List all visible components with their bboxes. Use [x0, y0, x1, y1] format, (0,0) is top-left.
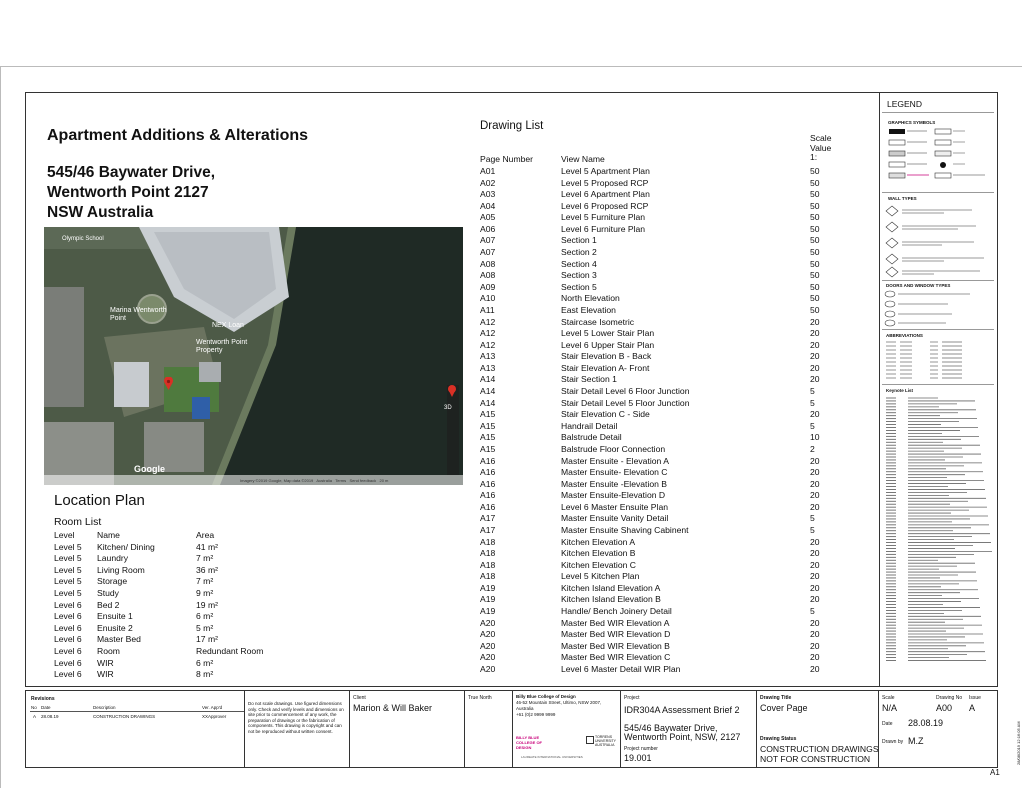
drawing-list-cell: 5	[810, 386, 815, 397]
col-header-scale: Scale Value 1:	[810, 133, 832, 162]
drawing-list-cell: 20	[810, 594, 820, 605]
project-number: 19.001	[624, 753, 652, 763]
tb-divider	[464, 690, 465, 768]
wall-types-list	[884, 204, 994, 279]
room-list-cell: Level 6	[54, 657, 82, 668]
room-list-cell: Enusite 2	[97, 622, 133, 633]
drawing-list-cell: A08	[480, 258, 496, 269]
drawing-list-cell: 20	[810, 374, 820, 385]
room-list-cell: Ensuite 1	[97, 611, 133, 622]
tb-divider	[244, 690, 245, 768]
address-line-1: 545/46 Baywater Drive,	[47, 164, 216, 181]
project-address-block	[624, 724, 740, 742]
client-name: Marion & Will Baker	[353, 703, 433, 713]
map-label: NEX Loan	[212, 322, 244, 329]
drawing-list-cell: 5	[810, 397, 815, 408]
tb-divider	[349, 690, 350, 768]
room-list-cell: Master Bed	[97, 634, 141, 645]
school-address: 46-52 Mountain Street, Ultimo, NSW 2007, Australia	[516, 700, 602, 711]
door-window-types-list	[884, 290, 994, 328]
issue-label: Issue	[969, 695, 981, 701]
revisions-label: Revisions	[31, 696, 55, 702]
school-name: Billy Blue College of Design	[516, 694, 576, 699]
drawing-list-cell: A03	[480, 189, 496, 200]
drawing-list-cell: A04	[480, 200, 496, 211]
project-address	[47, 163, 215, 223]
drawing-list-cell: Section 1	[561, 235, 597, 246]
drawing-list-cell: 20	[810, 582, 820, 593]
drawing-list-cell: A19	[480, 606, 496, 617]
drawing-list-cell: Master Ensuite Shaving Cabinent	[561, 524, 689, 535]
room-list-cell: Level 5	[54, 553, 82, 564]
drawing-list-cell: A10	[480, 293, 496, 304]
drawing-list-cell: A05	[480, 212, 496, 223]
sheet-size: A1	[990, 768, 1000, 777]
drawing-list-cell: A16	[480, 478, 496, 489]
room-list-cell: 7 m²	[196, 576, 214, 587]
map-label: Wentworth Point Property	[196, 339, 248, 354]
school-phone: +61 (0)2 9999 9999	[516, 712, 556, 717]
project-address-line-2: Wentworth Point, NSW, 2127	[624, 732, 741, 742]
drawing-list-cell: A12	[480, 328, 496, 339]
send-feedback-link[interactable]: Send feedback	[349, 478, 377, 483]
address-line-2: Wentworth Point 2127	[47, 184, 209, 201]
room-list-cell: Level 5	[54, 588, 82, 598]
drawing-list-cell: 20	[810, 455, 820, 466]
drawing-list-cell: A16	[480, 501, 496, 512]
room-list-cell: 9 m²	[196, 588, 214, 598]
drawing-list-cell: Handle/ Bench Joinery Detail	[561, 606, 672, 617]
drawing-list-cell: East Elevation	[561, 304, 616, 315]
col-header-page-number: Page Number	[480, 154, 534, 164]
drawing-list-title: Drawing List	[480, 120, 544, 132]
legend-divider	[882, 280, 994, 281]
room-list-header: Level	[54, 530, 75, 540]
drawing-list-cell: Kitchen Elevation C	[561, 559, 636, 570]
drawing-list-cell: 20	[810, 652, 820, 663]
date-value: 28.08.19	[908, 718, 944, 728]
drawing-list-cell: Master Bed WIR Elevation C	[561, 652, 671, 663]
drawing-list-cell: 20	[810, 339, 820, 350]
drawing-list-cell: Stair Elevation B - Back	[561, 351, 652, 362]
drawing-list-cell: A18	[480, 536, 496, 547]
drawing-list-cell: 20	[810, 663, 820, 674]
tb-divider	[512, 690, 513, 768]
drawing-list-cell: A06	[480, 223, 496, 234]
map-label: Marina Wentworth Point	[110, 307, 167, 322]
drawing-list-cell: A02	[480, 177, 496, 188]
map-label: Olympic School	[62, 236, 104, 242]
drawing-list-cell: 50	[810, 189, 820, 200]
3d-toggle-button[interactable]: 3D	[444, 405, 452, 411]
abbreviations-list	[884, 340, 994, 382]
drawing-list-cell: A09	[480, 281, 496, 292]
drawing-list-cell: A13	[480, 351, 496, 362]
drawing-list-cell: Stair Section 1	[561, 374, 617, 385]
drawing-list-cell: A20	[480, 652, 496, 663]
drawing-title-label: Drawing Title	[760, 695, 792, 701]
room-list-cell: Level 6	[54, 634, 82, 645]
tb-divider	[756, 690, 757, 768]
drawing-list-cell: 50	[810, 177, 820, 188]
drawing-list-cell: 50	[810, 258, 820, 269]
room-list-header: Name	[97, 530, 120, 540]
drawing-list-cell: A16	[480, 467, 496, 478]
drawing-list-cell: 20	[810, 629, 820, 640]
drawing-list-cell: A12	[480, 316, 496, 327]
drawing-list-cell: 20	[810, 617, 820, 628]
drawing-list-cell: 5	[810, 606, 815, 617]
drawing-list-cell: 50	[810, 293, 820, 304]
drawing-list-cell: A20	[480, 663, 496, 674]
drawing-list-cell: 2	[810, 443, 815, 454]
google-logo: Google	[134, 464, 165, 474]
drawing-list-cell: Kitchen Island Elevation A	[561, 582, 661, 593]
project-address-line-1: 545/46 Baywater Drive,	[624, 723, 718, 733]
legend-divider	[882, 329, 994, 330]
legend-section-heading: ABBREVIATIONS	[886, 333, 923, 338]
drawing-list-cell: Level 6 Master Ensuite Plan	[561, 501, 669, 512]
room-list-cell: 41 m²	[196, 541, 218, 552]
drawing-list-cell: 50	[810, 270, 820, 281]
drawing-list-cell: Balstrude Detail	[561, 432, 622, 443]
drawing-status-label: Drawing Status	[760, 736, 797, 742]
drawing-list-cell: Level 5 Proposed RCP	[561, 177, 649, 188]
drawing-list-cell: A19	[480, 594, 496, 605]
project-name: IDR304A Assessment Brief 2	[624, 705, 740, 715]
drawing-no: A00	[936, 703, 953, 713]
room-list-cell: Room	[97, 646, 120, 656]
drawing-list-cell: A14	[480, 386, 496, 397]
room-list-cell: 17 m²	[196, 634, 218, 645]
drawing-list-cell: A15	[480, 409, 496, 420]
room-list-cell: 6 m²	[196, 657, 214, 668]
location-plan-title: Location Plan	[54, 492, 145, 509]
legend-section-heading: Keynote List	[886, 388, 914, 393]
tb-divider	[878, 690, 879, 768]
room-list-cell: Kitchen/ Dining	[97, 541, 155, 552]
drawing-list-cell: Level 6 Proposed RCP	[561, 200, 649, 211]
drawing-list-cell: A18	[480, 559, 496, 570]
rev-header-description: Description	[93, 705, 116, 710]
room-list-cell: Redundant Room	[196, 646, 264, 656]
drawing-list-cell: A08	[480, 270, 496, 281]
drawing-list-cell: 20	[810, 467, 820, 478]
location-map[interactable]	[44, 227, 463, 485]
drawing-list-cell: 20	[810, 571, 820, 582]
drawing-list-cell: Master Ensuite-Elevation D	[561, 490, 666, 501]
location-pin-icon[interactable]	[164, 377, 173, 390]
drawing-list-cell: 20	[810, 478, 820, 489]
drawing-list-cell: A20	[480, 617, 496, 628]
drawing-notes: Do not scale drawings. Use figured dimensions only. Check and verify levels and dimensions on site prior to commencement of any work, the preparation of drawings or the fabrication of components. This drawing is copyright and can not be reproduced without written consent.	[248, 701, 344, 734]
drawn-by-label: Drawn by	[882, 739, 904, 745]
drawing-list-cell: A15	[480, 432, 496, 443]
drawing-list-cell: Master Ensuite Vanity Detail	[561, 513, 669, 524]
drawing-list-cell: Level 6 Furniture Plan	[561, 223, 646, 234]
drawing-list-cell: Stair Detail Level 5 Floor Junction	[561, 397, 690, 408]
tb-divider	[620, 690, 621, 768]
drawing-list-cell: A01	[480, 166, 496, 176]
drawing-list-cell: A18	[480, 548, 496, 559]
drawing-list-cell: 20	[810, 409, 820, 420]
drawing-list-cell: Master Ensuite -Elevation B	[561, 478, 668, 489]
project-number-label: Project number	[624, 746, 658, 752]
drawing-list-cell: Master Ensuite- Elevation C	[561, 467, 668, 478]
drawing-list-cell: A16	[480, 490, 496, 501]
drawing-list-cell: Level 5 Furniture Plan	[561, 212, 646, 223]
drawing-list-cell: Section 5	[561, 281, 597, 292]
drawing-list-cell: Handrail Detail	[561, 420, 618, 431]
room-list-cell: 5 m²	[196, 622, 214, 633]
drawing-list-cell: 50	[810, 166, 820, 176]
rev-no: A	[33, 714, 37, 719]
drawing-list-cell: 20	[810, 548, 820, 559]
drawing-list-cell: Kitchen Elevation A	[561, 536, 636, 547]
drawing-list-cell: 20	[810, 362, 820, 373]
drawing-list-cell: Stair Detail Level 6 Floor Junction	[561, 386, 690, 397]
room-list-cell: Level 5	[54, 576, 82, 587]
true-north-label: True North	[468, 695, 492, 701]
drawing-list-cell: Level 5 Apartment Plan	[561, 166, 650, 176]
graphics-symbols-grid	[887, 127, 997, 187]
drawing-list-cell: A17	[480, 524, 496, 535]
room-list-cell: Storage	[97, 576, 128, 587]
col-header-view-name: View Name	[561, 154, 605, 164]
attribution-text: Imagery ©2019 Google, Map data ©2019	[240, 478, 314, 483]
legend-divider	[882, 384, 994, 385]
drawing-list-cell: A20	[480, 640, 496, 651]
drawing-status	[760, 744, 879, 764]
scale-label: Scale	[882, 695, 895, 701]
room-list-cell: Level 5	[54, 564, 82, 575]
drawing-no-label: Drawing No	[936, 695, 963, 701]
drawing-list-cell: 50	[810, 304, 820, 315]
drawing-list-cell: North Elevation	[561, 293, 620, 304]
drawing-list-cell: 50	[810, 247, 820, 258]
drawing-list-cell: 20	[810, 351, 820, 362]
torrens-logo-text: TORRENS UNIVERSITY AUSTRALIA	[595, 735, 616, 747]
room-list-cell: 7 m²	[196, 553, 214, 564]
rev-description: CONSTRUCTION DRAWINGS	[93, 714, 156, 719]
room-list-cell: Level 6	[54, 646, 82, 656]
drawing-list-cell: 50	[810, 200, 820, 211]
drawing-list-cell: A15	[480, 420, 496, 431]
room-list-cell: WIR	[97, 657, 114, 668]
drawing-list-cell: Level 5 Kitchen Plan	[561, 571, 640, 582]
drawing-list-cell: 20	[810, 501, 820, 512]
drawing-list-cell: Level 6 Master Detail WIR Plan	[561, 663, 681, 674]
room-list-cell: Study	[97, 588, 119, 598]
print-timestamp: 28/08/2019 12:16:05 AM	[1016, 721, 1021, 765]
drawing-list-cell: A07	[480, 235, 496, 246]
project-title: Apartment Additions & Alterations	[47, 127, 309, 144]
rev-header-approved: Ver. App'd	[202, 705, 223, 710]
room-list-cell: Level 6	[54, 599, 82, 610]
scale-value: N/A	[882, 703, 898, 713]
drawing-list-cell: Balstrude Floor Connection	[561, 443, 666, 454]
drawing-list-cell: 20	[810, 328, 820, 339]
drawing-list-cell: A20	[480, 629, 496, 640]
rev-header-no: No	[31, 705, 37, 710]
drawing-list-cell: A15	[480, 443, 496, 454]
legend-section-heading: WALL TYPES	[888, 196, 917, 201]
drawing-list-cell: Stair Elevation A- Front	[561, 362, 650, 373]
room-list-cell: 19 m²	[196, 599, 218, 610]
drawing-list-cell: Section 4	[561, 258, 597, 269]
room-list-cell: Level 6	[54, 611, 82, 622]
room-list-cell: WIR	[97, 669, 114, 680]
keynote-list	[884, 396, 996, 666]
drawing-list-cell: A19	[480, 582, 496, 593]
drawing-list-cell: A17	[480, 513, 496, 524]
drawing-list-cell: Master Bed WIR Elevation B	[561, 640, 670, 651]
drawing-list-cell: Kitchen Island Elevation B	[561, 594, 661, 605]
client-label: Client	[353, 695, 366, 701]
drawing-list-cell: Level 6 Upper Stair Plan	[561, 339, 655, 350]
drawing-list-cell: 5	[810, 513, 815, 524]
rev-date: 28.08.19	[41, 714, 59, 719]
drawing-list-cell: A11	[480, 304, 495, 315]
drawing-list-cell: Section 3	[561, 270, 597, 281]
map-satellite-image	[44, 227, 463, 485]
drawing-list-cell: A14	[480, 374, 496, 385]
legend-divider	[882, 112, 994, 113]
room-list-cell: Bed 2	[97, 599, 120, 610]
drawing-list-cell: A18	[480, 571, 496, 582]
billy-blue-logo: BILLY BLUE COLLEGE OF DESIGN	[516, 735, 542, 750]
room-list-cell: Level 5	[54, 541, 82, 552]
rev-divider	[30, 711, 244, 712]
attribution-region: Australia	[316, 478, 332, 483]
drawing-list-cell: 50	[810, 212, 820, 223]
drawn-by: M.Z	[908, 736, 924, 746]
drawing-list-cell: 5	[810, 524, 815, 535]
drawing-list-cell: A16	[480, 455, 496, 466]
drawing-list-cell: 50	[810, 281, 820, 292]
project-label: Project	[624, 695, 640, 701]
room-list-cell: 8 m²	[196, 669, 214, 680]
drawing-list-cell: 20	[810, 490, 820, 501]
legend-divider	[882, 192, 994, 193]
drawing-list-cell: 20	[810, 316, 820, 327]
date-label: Date	[882, 721, 893, 727]
drawing-list-cell: Kitchen Elevation B	[561, 548, 636, 559]
room-list-cell: Level 6	[54, 622, 82, 633]
rev-approver: XXApprover	[202, 714, 227, 719]
rev-header-date: Date	[41, 705, 51, 710]
status-line-1: CONSTRUCTION DRAWINGS	[760, 744, 879, 754]
drawing-title: Cover Page	[760, 703, 808, 713]
legend-section-heading: DOORS AND WINDOW TYPES	[886, 283, 951, 288]
drawing-list-cell: 10	[810, 432, 820, 443]
map-attribution	[240, 478, 388, 483]
drawing-list-cell: 20	[810, 559, 820, 570]
room-list-title: Room List	[54, 516, 102, 528]
drawing-list-cell: A14	[480, 397, 496, 408]
drawing-list-cell: Master Bed WIR Elevation D	[561, 629, 671, 640]
drawing-list-cell: 20	[810, 640, 820, 651]
room-list-header: Area	[196, 530, 215, 540]
room-list-cell: Laundry	[97, 553, 129, 564]
drawing-list-cell: 20	[810, 536, 820, 547]
room-list-cell: 36 m²	[196, 564, 218, 575]
drawing-list-cell: 50	[810, 223, 820, 234]
room-list-cell: Level 6	[54, 669, 82, 680]
scale-label: 20 m	[379, 478, 389, 483]
laureate-text: LAUREATE INTERNATIONAL UNIVERSITIES	[521, 755, 583, 759]
drawing-list-cell: 50	[810, 235, 820, 246]
drawing-list-cell: Level 5 Lower Stair Plan	[561, 328, 655, 339]
room-list-cell: Living Room	[97, 564, 145, 575]
drawing-list-cell: 5	[810, 420, 815, 431]
drawing-list-cell: A12	[480, 339, 496, 350]
drawing-list-cell: Master Bed WIR Elevation A	[561, 617, 670, 628]
drawing-list-cell: Stair Elevation C - Side	[561, 409, 650, 420]
room-list-cell: 6 m²	[196, 611, 214, 622]
drawing-list-cell: Staircase Isometric	[561, 316, 635, 327]
drawing-list-cell: A13	[480, 362, 496, 373]
status-line-2: NOT FOR CONSTRUCTION	[760, 754, 871, 764]
drawing-list-cell: Master Ensuite - Elevation A	[561, 455, 669, 466]
drawing-list-cell: Level 6 Apartment Plan	[561, 189, 650, 200]
issue-value: A	[969, 703, 976, 713]
drawing-list-cell: A07	[480, 247, 496, 258]
drawing-list-cell: Section 2	[561, 247, 597, 258]
terms-link[interactable]: Terms	[335, 478, 347, 483]
address-line-3: NSW Australia	[47, 204, 154, 221]
legend-section-heading: GRAPHICS SYMBOLS	[888, 120, 936, 125]
legend-title: LEGEND	[887, 99, 922, 109]
torrens-logo-icon	[586, 736, 594, 744]
